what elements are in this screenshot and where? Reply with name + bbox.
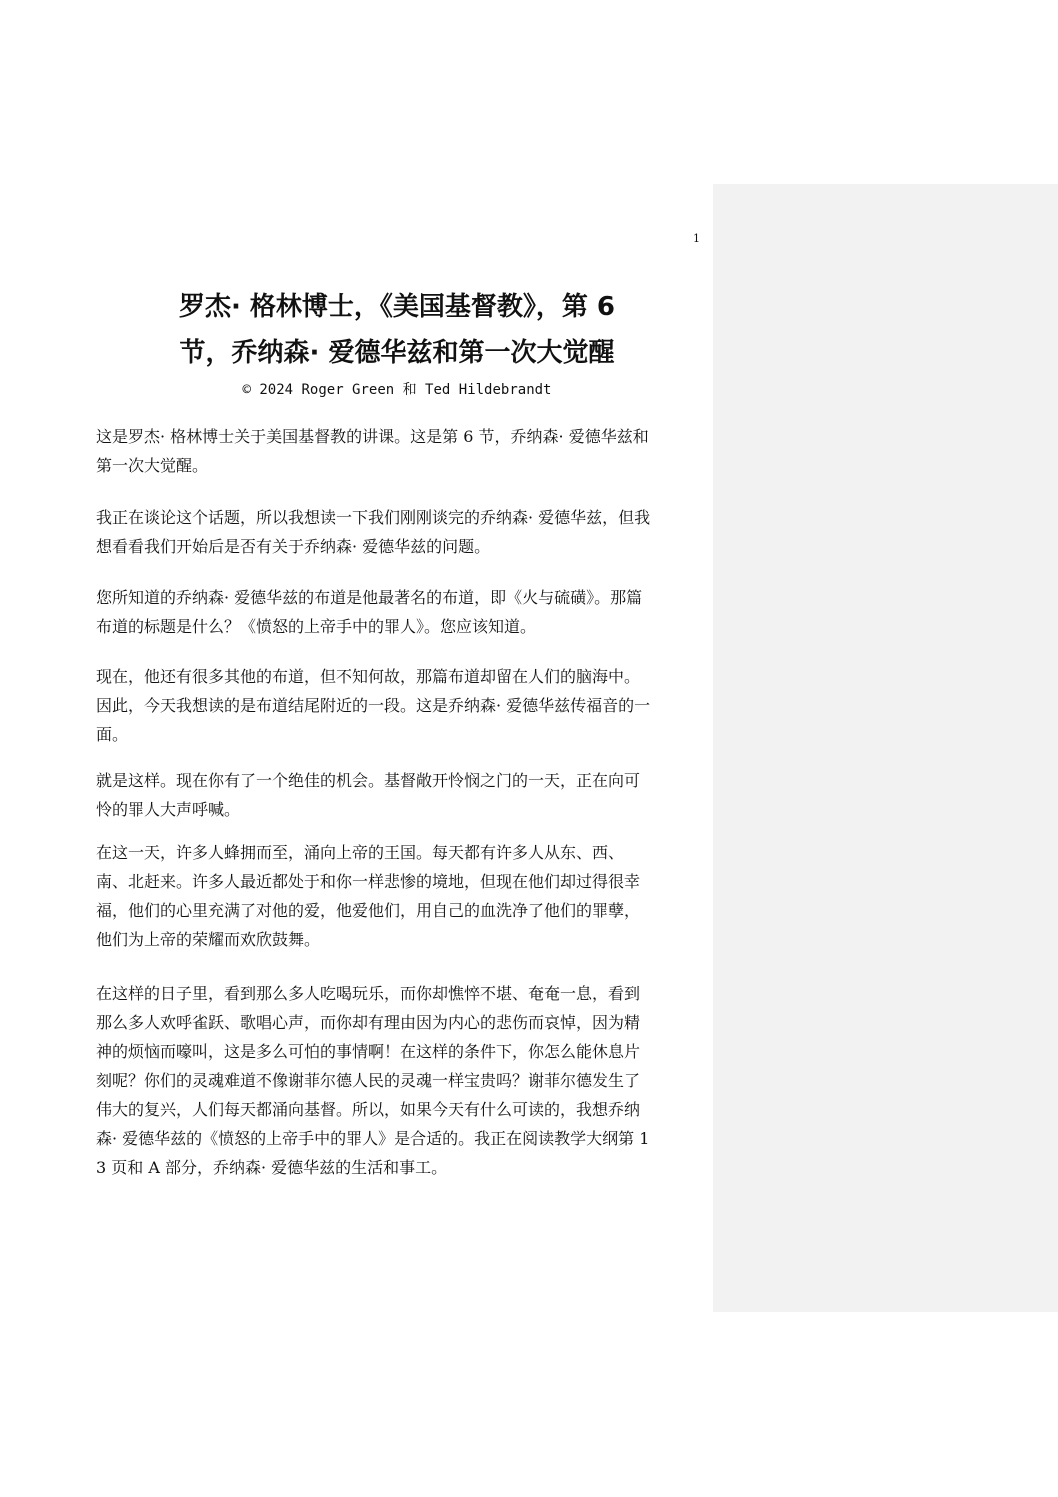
paragraph (96, 662, 700, 749)
paragraph-line: 在这样的日子里，看到那么多人吃喝玩乐，而你却憔悴不堪、奄奄一息，看到 (96, 984, 641, 1003)
paragraph-line: 我正在谈论这个话题，所以我想读一下我们刚刚谈完的乔纳森· 爱德华兹，但我 (96, 508, 651, 527)
copyright-line: © 2024 Roger Green 和 Ted Hildebrandt (242, 382, 552, 398)
page-number: 1 (693, 232, 700, 245)
paragraph-line: 3 页和 A 部分，乔纳森· 爱德华兹的生活和事工。 (96, 1158, 448, 1177)
title-line: 罗杰· 格林博士，《美国基督教》，第 6 (178, 292, 616, 322)
paragraph-line: 布道的标题是什么？《愤怒的上帝手中的罪人》。您应该知道。 (96, 617, 537, 636)
paragraph (96, 583, 700, 641)
paragraph-line: 就是这样。现在你有了一个绝佳的机会。基督敞开怜悯之门的一天，正在向可 (96, 771, 641, 790)
paragraph-line: 想看看我们开始后是否有关于乔纳森· 爱德华兹的问题。 (96, 537, 491, 556)
paragraph-line: 福，他们的心里充满了对他的爱，他爱他们，用自己的血洗净了他们的罪孽， (96, 901, 641, 920)
paragraph-line: 森· 爱德华兹的《愤怒的上帝手中的罪人》是合适的。我正在阅读教学大纲第 1 (96, 1129, 650, 1148)
title-line: 节，乔纳森· 爱德华兹和第一次大觉醒 (179, 338, 615, 368)
paragraph-line: 那么多人欢呼雀跃、歌唱心声，而你却有理由因为内心的悲伤而哀悼，因为精 (96, 1013, 641, 1032)
comment-margin-pane (713, 184, 1058, 1312)
paragraph (96, 766, 700, 824)
paragraph-line: 因此，今天我想读的是布道结尾附近的一段。这是乔纳森· 爱德华兹传福音的一 (96, 696, 651, 715)
paragraph-line: 在这一天，许多人蜂拥而至，涌向上帝的王国。每天都有许多人从东、西、 (96, 843, 625, 862)
paragraph-line: 怜的罪人大声呼喊。 (96, 800, 241, 819)
paragraph-line: 第一次大觉醒。 (96, 456, 209, 475)
paragraph (96, 422, 700, 480)
paragraph-line: 您所知道的乔纳森· 爱德华兹的布道是他最著名的布道，即《火与硫磺》。那篇 (96, 588, 643, 607)
paragraph-line: 南、北赶来。许多人最近都处于和你一样悲惨的境地，但现在他们却过得很幸 (96, 872, 641, 891)
paragraph-line: 他们为上帝的荣耀而欢欣鼓舞。 (96, 930, 321, 949)
paragraph (96, 838, 700, 954)
paragraph (96, 503, 700, 561)
paragraph-line: 这是罗杰· 格林博士关于美国基督教的讲课。这是第 6 节，乔纳森· 爱德华兹和 (96, 427, 649, 446)
paragraph-line: 刻呢？你们的灵魂难道不像谢菲尔德人民的灵魂一样宝贵吗？谢菲尔德发生了 (96, 1071, 641, 1090)
paragraph-line: 神的烦恼而嚎叫，这是多么可怕的事情啊！在这样的条件下，你怎么能休息片 (96, 1042, 641, 1061)
document-title (96, 284, 698, 376)
paragraph-line: 面。 (96, 725, 129, 744)
paragraph-line: 现在，他还有很多其他的布道，但不知何故，那篇布道却留在人们的脑海中。 (96, 667, 641, 686)
paragraph (96, 979, 700, 1182)
paragraph-line: 伟大的复兴，人们每天都涌向基督。所以，如果今天有什么可读的，我想乔纳 (96, 1100, 641, 1119)
